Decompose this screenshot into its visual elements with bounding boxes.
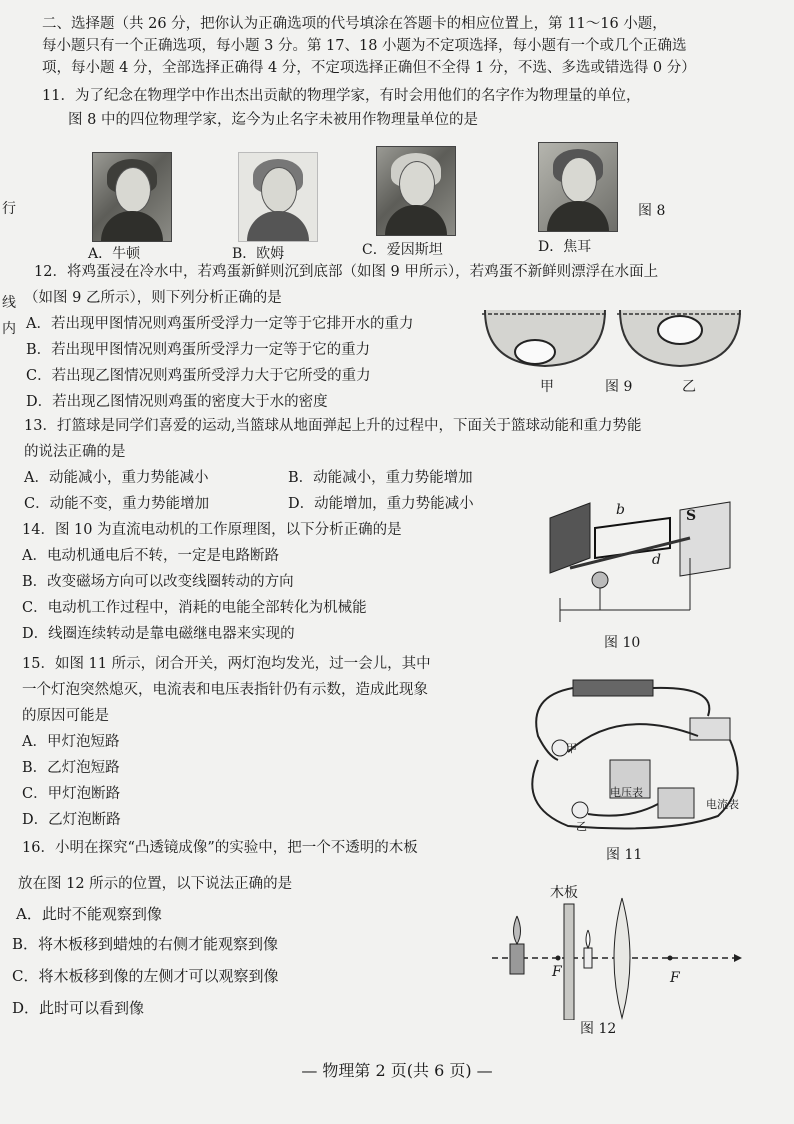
q16-option-d: D．此时可以看到像 xyxy=(12,999,145,1017)
q16-option-b: B．将木板移到蜡烛的右侧才能观察到像 xyxy=(12,935,279,953)
figure-11-label: 图 11 xyxy=(606,847,643,863)
q15-stem-line3: 的原因可能是 xyxy=(22,708,109,724)
figure-10-s-label: S xyxy=(686,508,697,524)
figure-12-label: 图 12 xyxy=(580,1021,617,1037)
q13-stem-line1: 13．打篮球是同学们喜爱的运动,当篮球从地面弹起上升的过程中，下面关于篮球动能和重力势能 xyxy=(24,418,642,434)
figure-10-label: 图 10 xyxy=(604,635,641,651)
figure-10-d-label: d xyxy=(652,552,661,568)
q12-option-b: B．若出现甲图情况则鸡蛋所受浮力一定等于它的重力 xyxy=(26,342,371,358)
portrait-ohm xyxy=(238,152,318,242)
portrait-einstein xyxy=(376,146,456,236)
q14-option-b: B．改变磁场方向可以改变线圈转动的方向 xyxy=(22,574,294,590)
figure-12-focus-left: F xyxy=(552,964,562,980)
q12-option-d: D．若出现乙图情况则鸡蛋的密度大于水的密度 xyxy=(26,394,328,410)
q15-option-b: B．乙灯泡短路 xyxy=(22,760,120,776)
q14-option-a: A．电动机通电后不转，一定是电路断路 xyxy=(22,548,279,564)
margin-char-2: 线 xyxy=(2,295,16,311)
figure-9-label: 图 9 xyxy=(605,379,633,395)
margin-char-1: 行 xyxy=(2,201,16,217)
q13-option-d: D．动能增加，重力势能减小 xyxy=(288,496,474,512)
q12-stem-line2: （如图 9 乙所示），则下列分析正确的是 xyxy=(24,290,282,306)
q16-stem-line2: 放在图 12 所示的位置，以下说法正确的是 xyxy=(18,876,293,892)
q13-stem-line2: 的说法正确的是 xyxy=(24,444,126,460)
figure-9-diagram xyxy=(480,300,750,374)
figure-11-circuit-diagram xyxy=(518,676,750,836)
q13-option-a: A．动能减小，重力势能减小 xyxy=(24,470,209,486)
q15-option-d: D．乙灯泡断路 xyxy=(22,812,121,828)
q15-stem-line1: 15．如图 11 所示，闭合开关，两灯泡均发光，过一会儿，其中 xyxy=(22,656,431,672)
portrait-joule xyxy=(538,142,618,232)
margin-char-3: 内 xyxy=(2,321,16,337)
section-instruction-line3: 项，每小题 4 分，全部选择正确得 4 分，不定项选择正确但不全得 1 分，不选、多选或错选得 0 分） xyxy=(42,60,696,76)
q14-option-c: C．电动机工作过程中，消耗的电能全部转化为机械能 xyxy=(22,600,367,616)
q11-option-d: D．焦耳 xyxy=(538,239,592,255)
page-footer: — 物理第 2 页(共 6 页) — xyxy=(301,1061,493,1080)
figure-11-ammeter-label: 电流表 xyxy=(706,798,739,811)
q15-option-a: A．甲灯泡短路 xyxy=(22,734,120,750)
q11-stem-line2: 图 8 中的四位物理学家，迄今为止名字未被用作物理量单位的是 xyxy=(68,112,478,128)
figure-11-yi-label: 乙 xyxy=(576,820,587,833)
q11-option-a: A．牛顿 xyxy=(88,246,141,262)
q13-option-c: C．动能不变，重力势能增加 xyxy=(24,496,210,512)
q11-option-c: C．爱因斯坦 xyxy=(362,242,443,258)
q14-stem: 14．图 10 为直流电动机的工作原理图，以下分析正确的是 xyxy=(22,522,402,538)
section-instruction-line2: 每小题只有一个正确选项，每小题 3 分。第 17、18 小题为不定项选择，每小题有一个或几个正确选 xyxy=(42,38,687,54)
figure-10-motor-diagram xyxy=(540,498,740,638)
q15-stem-line2: 一个灯泡突然熄灭，电流表和电压表指针仍有示数，造成此现象 xyxy=(22,682,428,698)
q16-option-a: A．此时不能观察到像 xyxy=(16,905,162,923)
q12-option-c: C．若出现乙图情况则鸡蛋所受浮力大于它所受的重力 xyxy=(26,368,371,384)
figure-11-jia-label: 甲 xyxy=(566,742,577,755)
q14-option-d: D．线圈连续转动是靠电磁继电器来实现的 xyxy=(22,626,295,642)
figure-9-jia: 甲 xyxy=(540,379,554,395)
q16-option-c: C．将木板移到像的左侧才可以观察到像 xyxy=(12,967,279,985)
figure-8-label: 图 8 xyxy=(638,203,666,219)
q13-option-b: B．动能减小，重力势能增加 xyxy=(288,470,473,486)
q16-stem-line1: 16．小明在探究“凸透镜成像”的实验中，把一个不透明的木板 xyxy=(22,840,418,856)
section-instruction-line1: 二、选择题（共 26 分，把你认为正确选项的代号填涂在答题卡的相应位置上，第 11～16 小题， xyxy=(42,16,667,32)
q12-stem-line1: 12．将鸡蛋浸在冷水中，若鸡蛋新鲜则沉到底部（如图 9 甲所示），若鸡蛋不新鲜则漂浮在水面上 xyxy=(34,264,659,280)
q11-option-b: B．欧姆 xyxy=(232,246,285,262)
figure-10-b-label: b xyxy=(616,502,625,518)
figure-12-focus-right: F xyxy=(670,970,680,986)
portrait-newton xyxy=(92,152,172,242)
figure-12-board-label: 木板 xyxy=(550,885,578,901)
q15-option-c: C．甲灯泡断路 xyxy=(22,786,121,802)
q11-stem-line1: 11．为了纪念在物理学中作出杰出贡献的物理学家，有时会用他们的名字作为物理量的单位， xyxy=(42,88,641,104)
q12-option-a: A．若出现甲图情况则鸡蛋所受浮力一定等于它排开水的重力 xyxy=(26,316,414,332)
figure-11-voltmeter-label: 电压表 xyxy=(610,786,643,799)
figure-9-yi: 乙 xyxy=(682,379,696,395)
figure-12-lens-diagram xyxy=(492,896,744,1020)
